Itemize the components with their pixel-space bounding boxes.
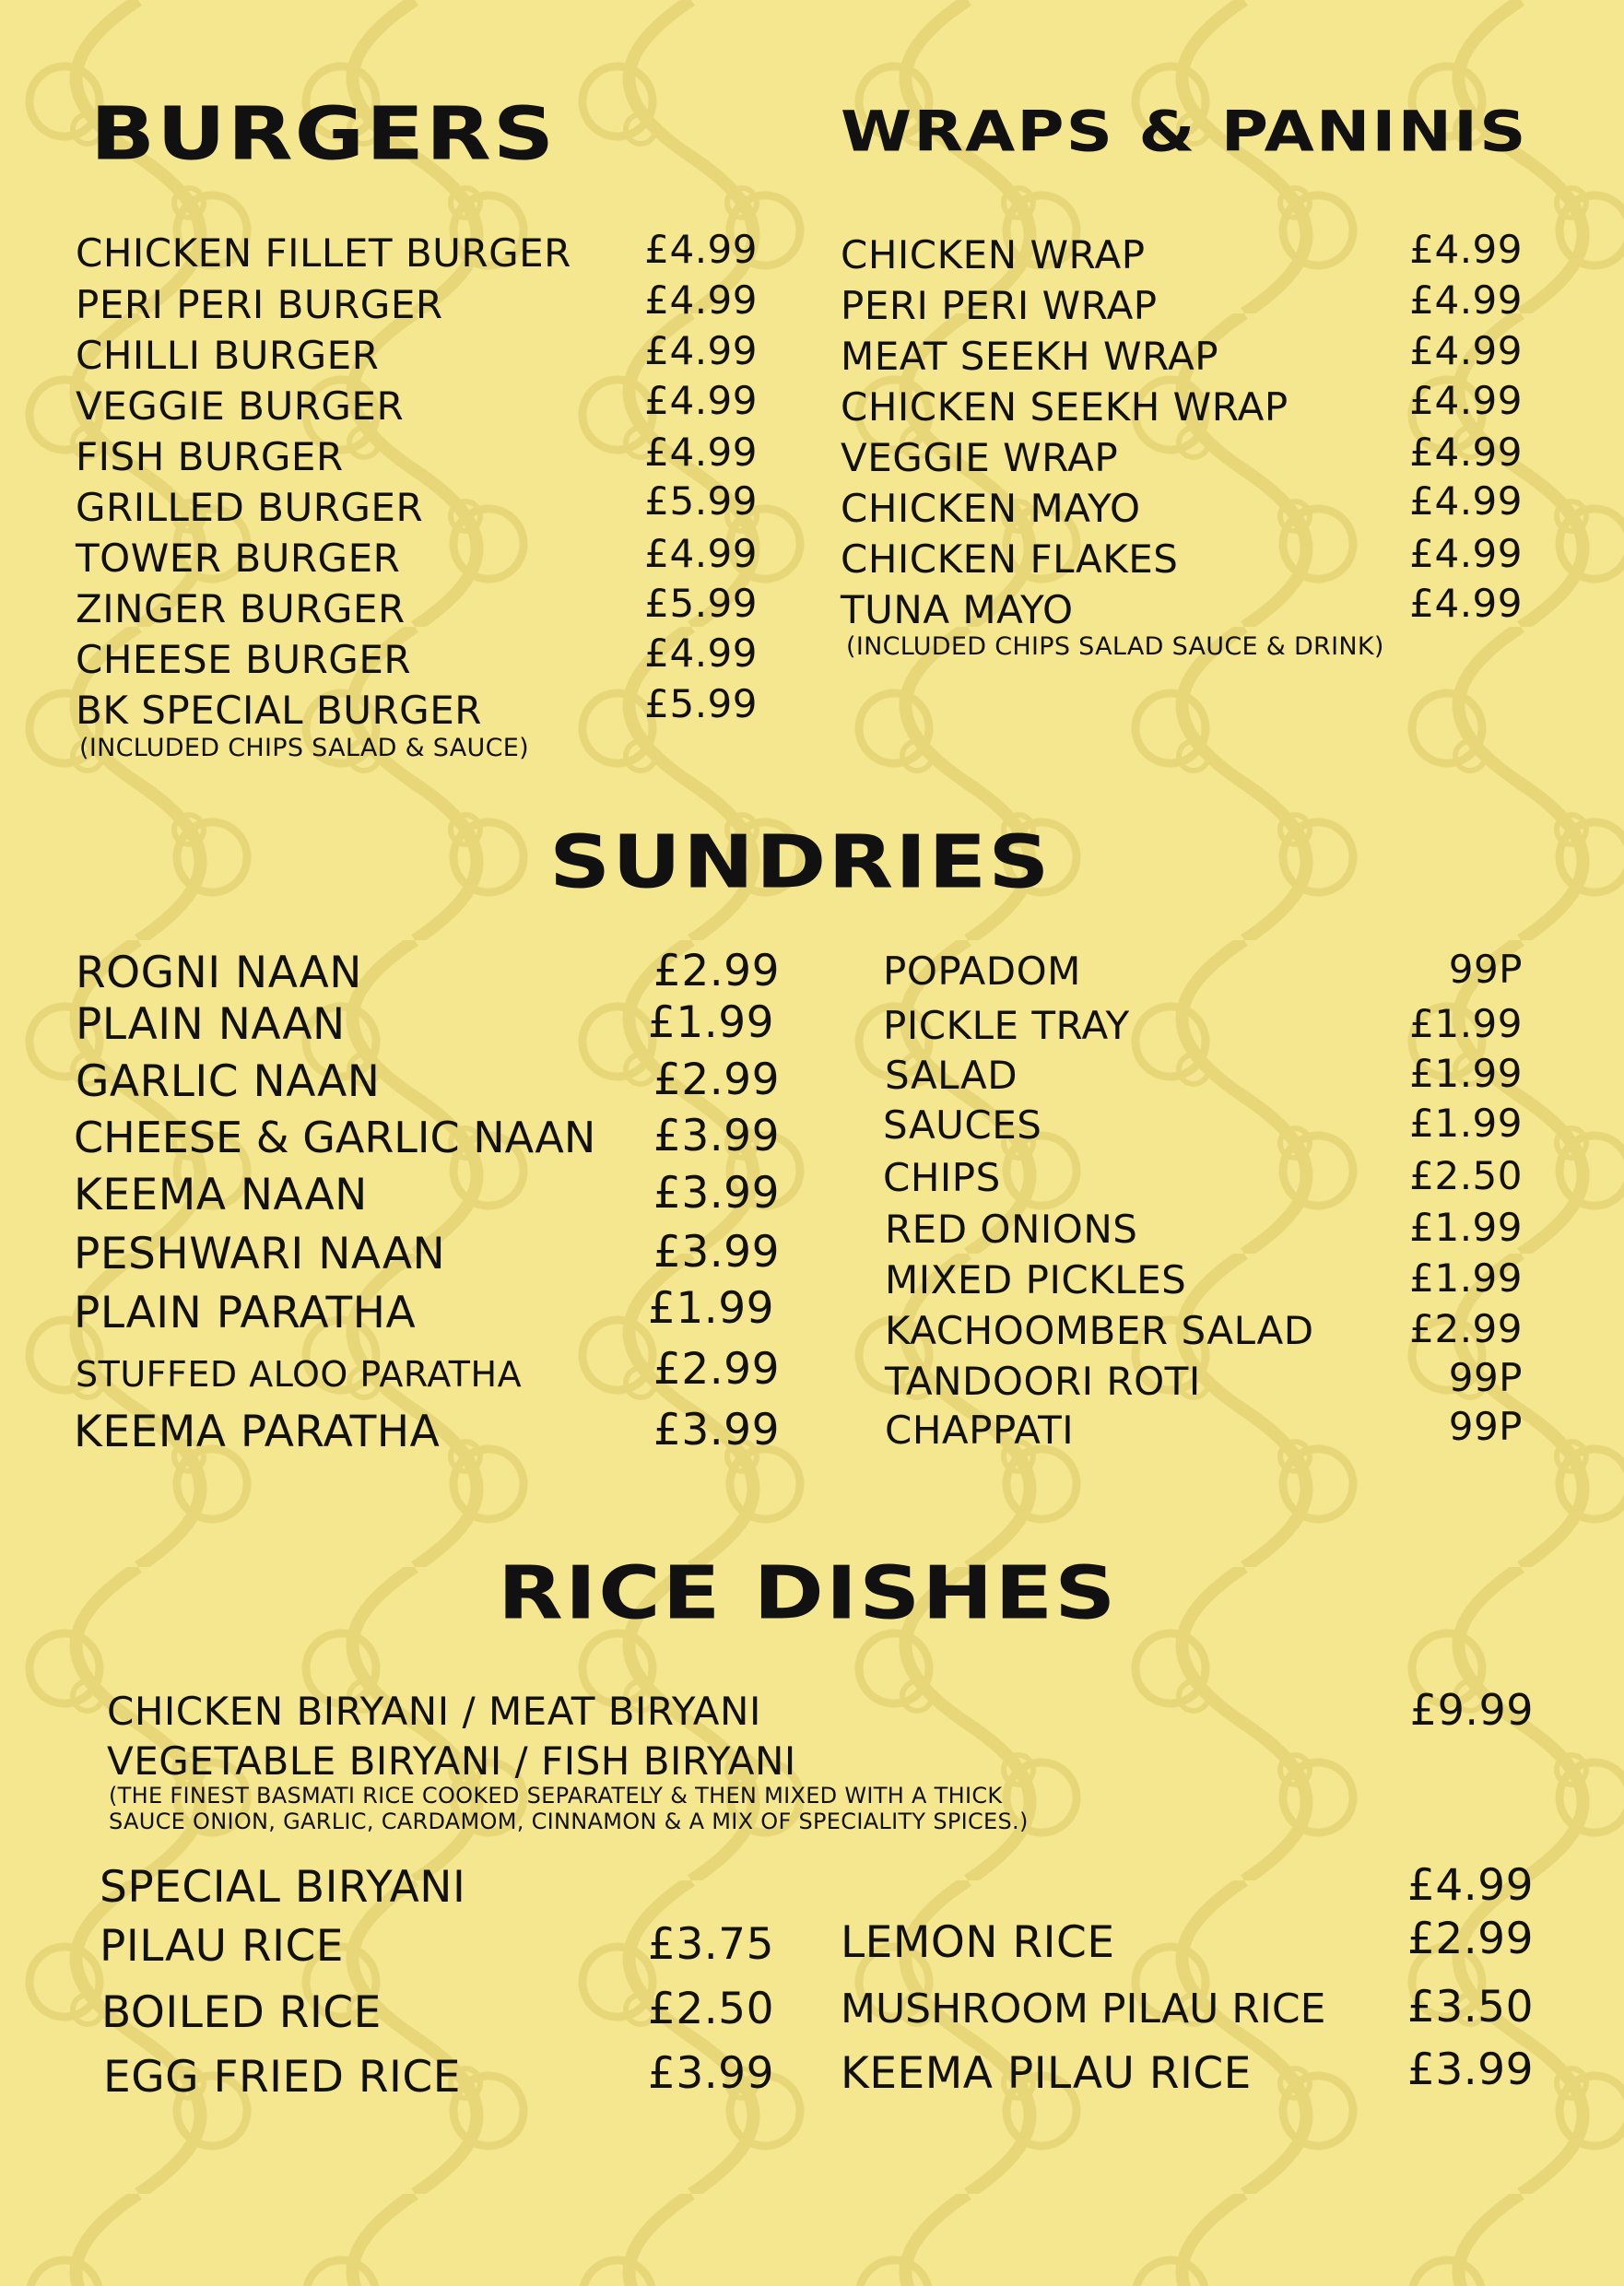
burgers-note: (INCLUDED CHIPS SALAD & SAUCE) bbox=[79, 734, 529, 762]
menu-item-name: BOILED RICE bbox=[101, 1987, 382, 2038]
wraps-heading: WRAPS & PANINIS bbox=[841, 99, 1528, 165]
menu-item-name: SAUCES bbox=[883, 1102, 1042, 1148]
menu-item-name: KACHOOMBER SALAD bbox=[885, 1308, 1314, 1353]
menu-item-price: £4.99 bbox=[644, 328, 758, 373]
menu-item-name: MUSHROOM PILAU RICE bbox=[841, 1986, 1326, 2033]
menu-item-price: £4.99 bbox=[1409, 277, 1523, 323]
menu-item-name: CHICKEN FLAKES bbox=[841, 536, 1179, 582]
menu-item-name: CHICKEN FILLET BURGER bbox=[76, 230, 571, 276]
menu-item-name: SPECIAL BIRYANI bbox=[100, 1862, 466, 1913]
biryani-note-line-2: SAUCE ONION, GARLIC, CARDAMOM, CINNAMON & A MIX OF SPECIALITY SPICES.) bbox=[109, 1809, 1029, 1834]
menu-item-price: £4.99 bbox=[1406, 1860, 1534, 1911]
menu-item-price: £5.99 bbox=[644, 478, 758, 524]
menu-item-name: TANDOORI ROTI bbox=[885, 1359, 1201, 1404]
menu-item-price: £4.99 bbox=[1409, 581, 1523, 626]
menu-item-name: CHEESE & GARLIC NAAN bbox=[74, 1113, 596, 1162]
menu-item-price: 99P bbox=[1448, 947, 1523, 992]
menu-item-name: PESHWARI NAAN bbox=[74, 1229, 446, 1279]
menu-item-name: ROGNI NAAN bbox=[76, 948, 362, 998]
rice-dishes-heading: RICE DISHES bbox=[498, 1550, 1118, 1636]
menu-item-price: £4.99 bbox=[1409, 227, 1523, 272]
menu-item-price: £2.50 bbox=[647, 1984, 774, 2034]
menu-item-name: STUFFED ALOO PARATHA bbox=[76, 1354, 523, 1395]
menu-item-price: £5.99 bbox=[644, 581, 758, 626]
menu-item-name: TOWER BURGER bbox=[76, 536, 401, 581]
wraps-note: (INCLUDED CHIPS SALAD SAUCE & DRINK) bbox=[846, 632, 1384, 661]
menu-item-name: SALAD bbox=[885, 1053, 1018, 1098]
menu-item-price: £2.99 bbox=[653, 946, 780, 996]
menu-item-price: £2.50 bbox=[1409, 1153, 1523, 1198]
menu-item-name: EGG FRIED RICE bbox=[103, 2052, 461, 2103]
menu-item-price: £4.99 bbox=[1409, 430, 1523, 475]
burgers-heading: BURGERS bbox=[90, 91, 557, 177]
menu-item-price: £4.99 bbox=[1409, 328, 1523, 373]
menu-item-name: VEGGIE WRAP bbox=[841, 435, 1119, 480]
menu-item-price: 99P bbox=[1448, 1355, 1523, 1400]
menu-item-name: PICKLE TRAY bbox=[883, 1003, 1130, 1048]
menu-item-name: CHEESE BURGER bbox=[76, 637, 412, 682]
menu-item-price: £1.99 bbox=[1409, 1255, 1523, 1301]
menu-item-price: £2.99 bbox=[1409, 1306, 1523, 1351]
menu-item-price: £3.99 bbox=[653, 1168, 780, 1219]
menu-item-name: KEEMA PILAU RICE bbox=[841, 2048, 1252, 2099]
menu-item-price: £3.99 bbox=[653, 1405, 780, 1455]
menu-item-price: £3.99 bbox=[647, 2048, 774, 2099]
menu-item-price: £4.99 bbox=[644, 277, 758, 323]
menu-item-price: £3.99 bbox=[1406, 2044, 1534, 2095]
menu-item-name: GRILLED BURGER bbox=[76, 485, 424, 530]
menu-item-name: BK SPECIAL BURGER bbox=[76, 688, 482, 733]
menu-item-price: £1.99 bbox=[1409, 1101, 1523, 1146]
menu-item-name: PLAIN PARATHA bbox=[74, 1288, 417, 1338]
menu-item-name: PERI PERI WRAP bbox=[841, 283, 1158, 328]
menu-item-name: TUNA MAYO bbox=[841, 587, 1074, 632]
menu-item-price: £4.99 bbox=[644, 531, 758, 576]
menu-item-name: LEMON RICE bbox=[841, 1917, 1115, 1968]
menu-item-name: ZINGER BURGER bbox=[76, 586, 406, 631]
menu-item-name: VEGGIE BURGER bbox=[76, 383, 405, 429]
menu-item-name: PILAU RICE bbox=[100, 1921, 344, 1972]
menu-item-price: £4.99 bbox=[1409, 478, 1523, 524]
menu-item-name: PERI PERI BURGER bbox=[76, 282, 443, 327]
menu-item-name: KEEMA NAAN bbox=[74, 1170, 368, 1220]
menu-item-name: CHICKEN SEEKH WRAP bbox=[841, 384, 1289, 430]
menu-item-price: £4.99 bbox=[1409, 531, 1523, 576]
menu-item-name: CHIPS bbox=[883, 1155, 1001, 1200]
menu-item-price: £1.99 bbox=[1409, 1051, 1523, 1096]
menu-item-name: CHILLI BURGER bbox=[76, 333, 380, 378]
menu-item-name: CHAPPATI bbox=[885, 1408, 1075, 1453]
menu-item-price: £5.99 bbox=[644, 681, 758, 726]
biryani-note-line-1: (THE FINEST BASMATI RICE COOKED SEPARATELY & THEN MIXED WITH A THICK bbox=[109, 1783, 1003, 1809]
menu-item-name: POPADOM bbox=[883, 949, 1081, 994]
menu-item-price: 99P bbox=[1448, 1404, 1523, 1449]
menu-item-price: £1.99 bbox=[648, 997, 775, 1048]
menu-item-price: £1.99 bbox=[648, 1283, 775, 1334]
menu-item-price: £1.99 bbox=[1409, 1205, 1523, 1250]
menu-item-price: £1.99 bbox=[1409, 1001, 1523, 1046]
menu-item-price: £4.99 bbox=[1409, 378, 1523, 423]
menu-item-name: PLAIN NAAN bbox=[76, 999, 346, 1050]
menu-item-name: FISH BURGER bbox=[76, 434, 344, 479]
biryani-line-1: CHICKEN BIRYANI / MEAT BIRYANI bbox=[107, 1689, 761, 1734]
biryani-price: £9.99 bbox=[1409, 1685, 1534, 1735]
menu-item-price: £2.99 bbox=[1406, 1914, 1534, 1964]
menu-item-price: £2.99 bbox=[653, 1344, 780, 1395]
menu-item-name: CHICKEN WRAP bbox=[841, 232, 1146, 277]
menu-item-price: £4.99 bbox=[644, 630, 758, 676]
menu-item-price: £4.99 bbox=[644, 378, 758, 423]
menu-item-price: £4.99 bbox=[644, 227, 758, 272]
menu-item-price: £3.99 bbox=[653, 1111, 780, 1161]
sundries-heading: SUNDRIES bbox=[549, 819, 1052, 905]
menu-item-price: £4.99 bbox=[644, 430, 758, 475]
menu-item-name: MIXED PICKLES bbox=[885, 1257, 1187, 1302]
menu-item-price: £3.99 bbox=[653, 1227, 780, 1278]
menu-item-name: RED ONIONS bbox=[885, 1207, 1138, 1252]
menu-item-name: KEEMA PARATHA bbox=[74, 1407, 441, 1457]
biryani-line-2: VEGETABLE BIRYANI / FISH BIRYANI bbox=[107, 1738, 796, 1784]
menu-item-price: £2.99 bbox=[653, 1055, 780, 1105]
menu-item-name: MEAT SEEKH WRAP bbox=[841, 334, 1219, 379]
menu-item-name: CHICKEN MAYO bbox=[841, 486, 1141, 531]
menu-item-price: £3.50 bbox=[1406, 1982, 1534, 2033]
menu-item-price: £3.75 bbox=[647, 1919, 774, 1970]
menu-item-name: GARLIC NAAN bbox=[76, 1056, 381, 1107]
